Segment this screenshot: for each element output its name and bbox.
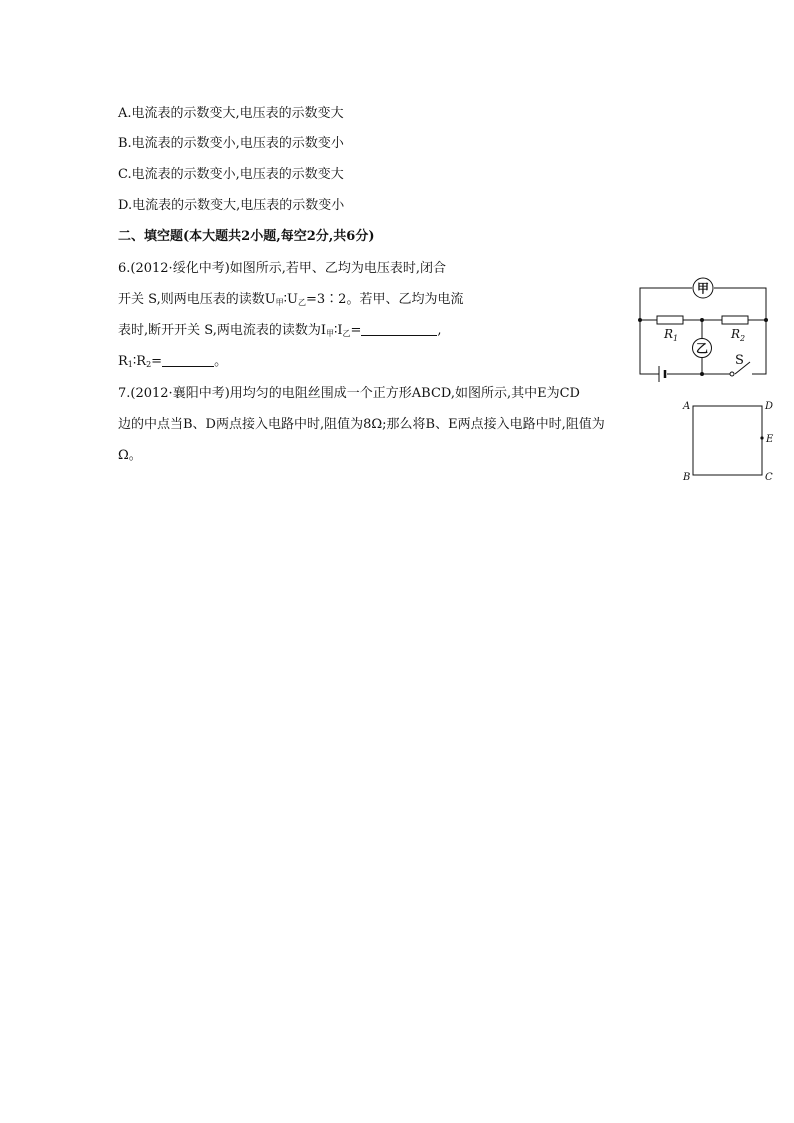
q6-sub-yi: 乙 xyxy=(298,298,307,307)
r2-label xyxy=(730,327,745,343)
square-abcd xyxy=(693,406,762,475)
meter-yi-label: 乙 xyxy=(695,341,709,356)
r1-letter: R xyxy=(664,327,674,341)
resistor-r2 xyxy=(722,316,748,324)
resistor-r1 xyxy=(657,316,683,324)
q6-answer-blank-1[interactable] xyxy=(361,323,437,336)
q6-line4-end: 。 xyxy=(214,354,228,369)
q6-answer-blank-2[interactable] xyxy=(162,354,214,367)
switch-contact xyxy=(730,372,734,376)
q6-line4-sep: ∶R xyxy=(132,354,147,369)
meter-jia-label: 甲 xyxy=(696,281,710,296)
label-e: E xyxy=(766,434,774,445)
switch-label: S xyxy=(735,353,744,368)
q6-sub-jia: 甲 xyxy=(275,298,284,307)
square-diagram xyxy=(680,396,790,484)
option-a: A.电流表的示数变大,电压表的示数变大 xyxy=(118,106,344,121)
r1-sub: 1 xyxy=(673,334,679,343)
q7-line3: Ω。 xyxy=(118,448,142,463)
r1-label xyxy=(663,327,678,343)
q6-line3-sub-jia: 甲 xyxy=(325,329,334,338)
q6-line2-text-a: 开关 S,则两电压表的读数U xyxy=(118,292,276,307)
r2-sub: 2 xyxy=(740,334,746,343)
q6-line2 xyxy=(118,292,463,308)
q6-line1: 6.(2012·绥化中考)如图所示,若甲、乙均为电压表时,闭合 xyxy=(118,261,447,276)
option-b: B.电流表的示数变小,电压表的示数变小 xyxy=(118,136,344,151)
q6-line3 xyxy=(118,323,442,339)
q6-line4-sub2: 2 xyxy=(146,360,152,369)
q6-line3-sub-yi: 乙 xyxy=(342,329,351,338)
q6-line3-sep: ∶I xyxy=(333,323,343,338)
circuit-diagram xyxy=(630,272,775,384)
option-c: C.电流表的示数变小,电压表的示数变大 xyxy=(118,167,344,182)
q6-line4-eq: = xyxy=(151,354,163,369)
q6-line4 xyxy=(118,354,227,370)
point-e xyxy=(760,436,763,439)
label-a: A xyxy=(683,401,691,412)
q6-line3-text: 表时,断开开关 S,两电流表的读数为I xyxy=(118,323,326,338)
r2-letter: R xyxy=(731,327,741,341)
q6-line4-r1: R xyxy=(118,354,128,369)
label-d: D xyxy=(765,401,774,412)
q6-line3-eq: = xyxy=(350,323,362,338)
q6-line2-text-b: =3∶2。若甲、乙均为电流 xyxy=(306,292,464,307)
option-d: D.电流表的示数变大,电压表的示数变小 xyxy=(118,198,345,213)
q6-line4-sub1: 1 xyxy=(127,360,133,369)
battery-icon xyxy=(659,366,665,382)
label-b: B xyxy=(683,472,691,483)
q7-line1: 7.(2012·襄阳中考)用均匀的电阻丝围成一个正方形ABCD,如图所示,其中E为CD xyxy=(118,386,580,401)
q7-line2: 边的中点当B、D两点接入电路中时,阻值为8Ω;那么将B、E两点接入电路中时,阻值为 xyxy=(118,417,605,432)
label-c: C xyxy=(765,472,773,483)
section-heading: 二、填空题(本大题共2小题,每空2分,共6分) xyxy=(118,229,375,244)
q6-line3-end: , xyxy=(437,323,442,338)
q6-ratio-sep: ∶U xyxy=(283,292,299,307)
